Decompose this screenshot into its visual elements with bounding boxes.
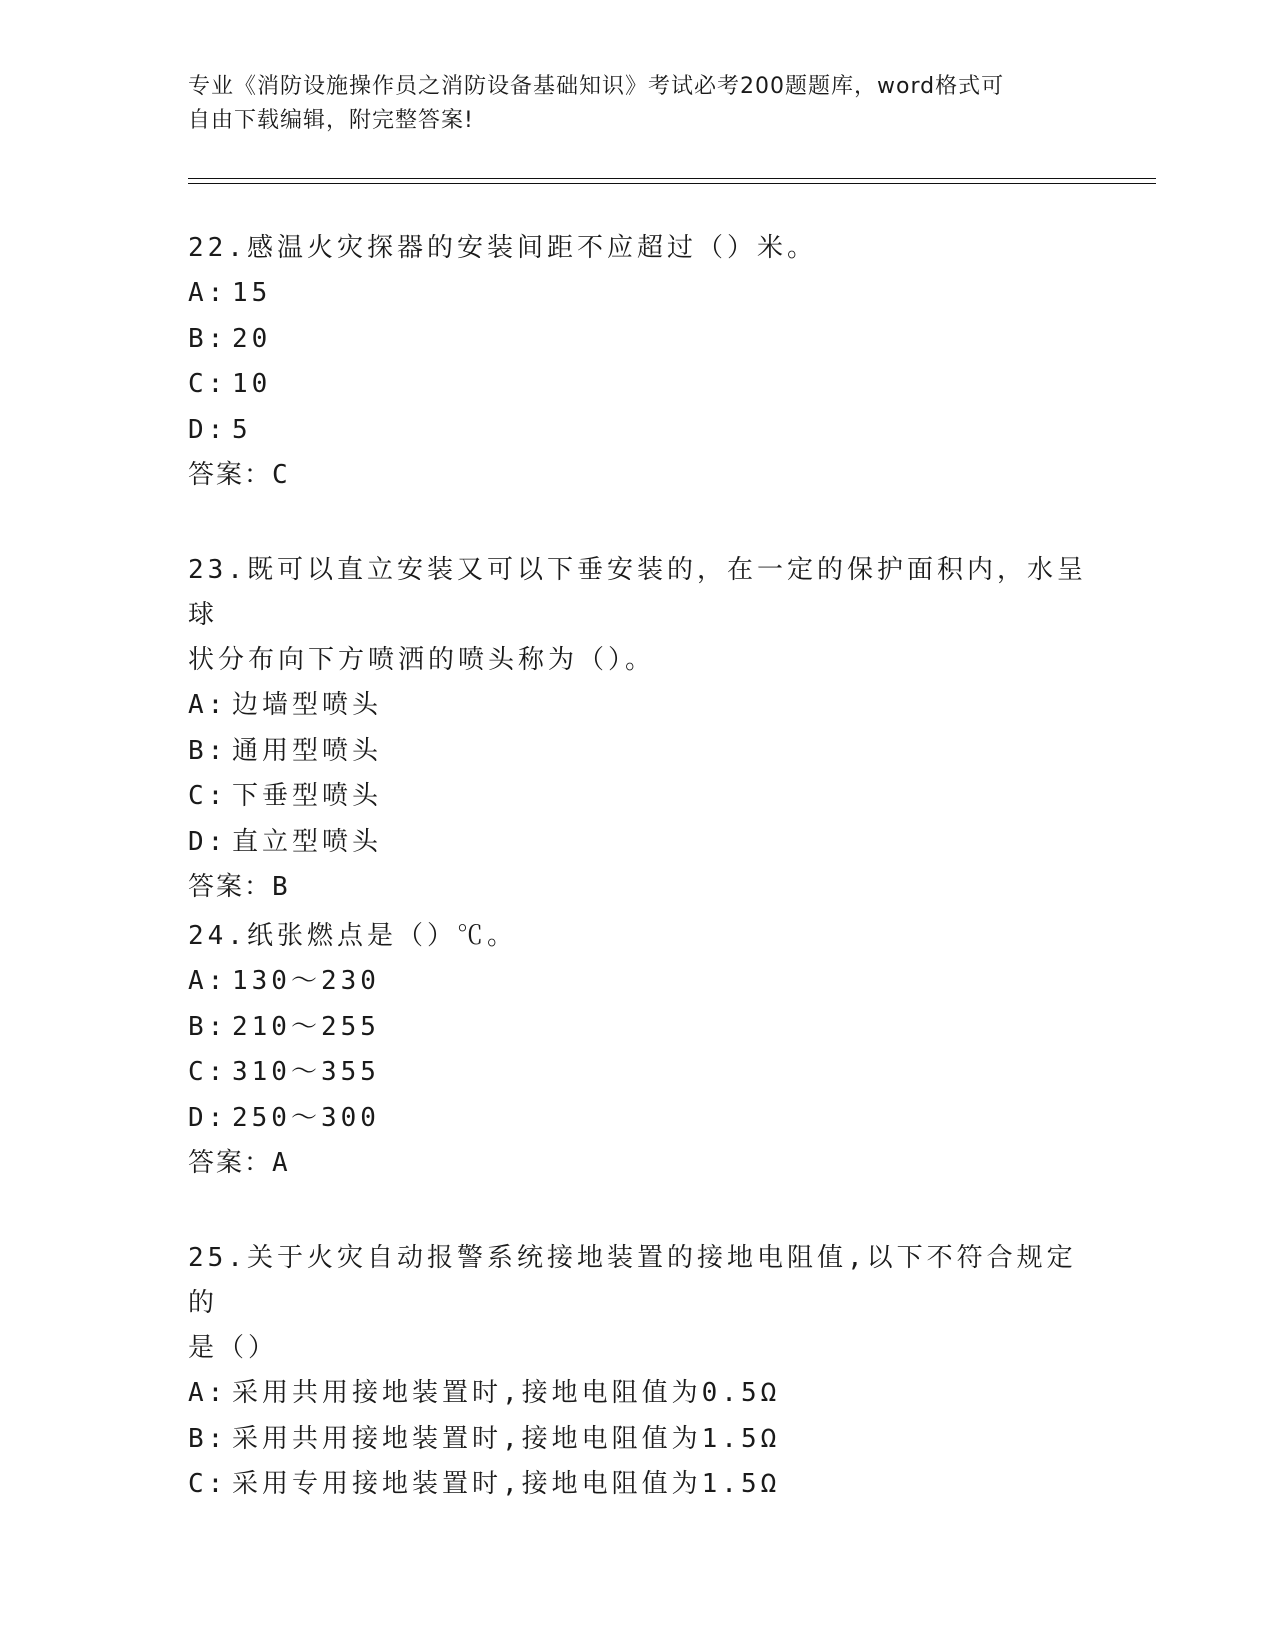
option-d bbox=[188, 820, 1088, 866]
header-line-1: 专业《消防设施操作员之消防设备基础知识》考试必考200题题库，word格式可 bbox=[188, 74, 1005, 99]
answer-line bbox=[188, 453, 1088, 498]
option-b bbox=[188, 1417, 1088, 1463]
header-line-2: 自由下载编辑，附完整答案! bbox=[188, 108, 474, 133]
question-25 bbox=[188, 1236, 1088, 1508]
option-key: D: bbox=[188, 1102, 228, 1133]
option-c bbox=[188, 1462, 1088, 1508]
option-text: 20 bbox=[232, 323, 272, 354]
answer-value: B bbox=[272, 872, 290, 902]
question-stem-line-2: 是（） bbox=[188, 1333, 279, 1363]
option-b bbox=[188, 317, 1088, 363]
question-stem-line-2: 状分布向下方喷洒的喷头称为（）。 bbox=[188, 645, 656, 675]
option-key: C: bbox=[188, 1469, 228, 1499]
option-text: 直立型喷头 bbox=[232, 826, 383, 857]
option-b bbox=[188, 1005, 1088, 1051]
option-c bbox=[188, 1050, 1088, 1096]
option-key: D: bbox=[188, 826, 228, 857]
question-stem-line-1: 23.既可以直立安装又可以下垂安装的，在一定的保护面积内，水呈球 bbox=[188, 555, 1087, 630]
option-text: 210～255 bbox=[232, 1011, 380, 1042]
option-key: B: bbox=[188, 1011, 228, 1042]
option-text: 采用专用接地装置时,接地电阻值为1.5Ω bbox=[232, 1469, 781, 1499]
option-a bbox=[188, 959, 1088, 1005]
answer-line bbox=[188, 865, 1088, 910]
option-text: 250～300 bbox=[232, 1102, 380, 1133]
option-key: C: bbox=[188, 1057, 228, 1087]
option-c bbox=[188, 774, 1088, 820]
option-key: B: bbox=[188, 735, 228, 766]
answer-label: 答案： bbox=[188, 460, 273, 490]
option-text: 15 bbox=[232, 278, 272, 308]
option-key: B: bbox=[188, 1423, 228, 1454]
question-22 bbox=[188, 226, 1088, 498]
option-key: C: bbox=[188, 781, 228, 811]
option-a bbox=[188, 1371, 1088, 1417]
option-key: A: bbox=[188, 1378, 228, 1408]
header-divider-bottom bbox=[188, 183, 1156, 184]
option-key: A: bbox=[188, 690, 228, 720]
answer-label: 答案： bbox=[188, 1148, 273, 1178]
option-text: 通用型喷头 bbox=[232, 735, 383, 766]
document-header bbox=[188, 70, 1088, 138]
option-text: 下垂型喷头 bbox=[232, 781, 383, 811]
option-b bbox=[188, 729, 1088, 775]
option-text: 边墙型喷头 bbox=[232, 690, 383, 720]
option-text: 130～230 bbox=[232, 966, 380, 996]
answer-value: A bbox=[272, 1148, 290, 1178]
question-stem: 24.纸张燃点是（）℃。 bbox=[188, 921, 517, 951]
option-a bbox=[188, 683, 1088, 729]
answer-label: 答案： bbox=[188, 872, 273, 902]
option-text: 5 bbox=[232, 414, 252, 445]
question-23 bbox=[188, 548, 1088, 910]
answer-value: C bbox=[272, 460, 290, 490]
option-text: 采用共用接地装置时,接地电阻值为0.5Ω bbox=[232, 1378, 781, 1408]
option-text: 310～355 bbox=[232, 1057, 380, 1087]
option-d bbox=[188, 408, 1088, 454]
option-key: D: bbox=[188, 414, 228, 445]
header-divider-top bbox=[188, 178, 1156, 179]
question-stem: 22.感温火灾探器的安装间距不应超过（）米。 bbox=[188, 233, 817, 263]
option-text: 采用共用接地装置时,接地电阻值为1.5Ω bbox=[232, 1423, 781, 1454]
option-key: A: bbox=[188, 966, 228, 996]
option-c bbox=[188, 362, 1088, 408]
option-a bbox=[188, 271, 1088, 317]
option-d bbox=[188, 1096, 1088, 1142]
question-24 bbox=[188, 914, 1088, 1186]
option-key: A: bbox=[188, 278, 228, 308]
answer-line bbox=[188, 1141, 1088, 1186]
option-key: C: bbox=[188, 369, 228, 399]
option-text: 10 bbox=[232, 369, 272, 399]
option-key: B: bbox=[188, 323, 228, 354]
question-stem-line-1: 25.关于火灾自动报警系统接地装置的接地电阻值,以下不符合规定的 bbox=[188, 1243, 1077, 1318]
